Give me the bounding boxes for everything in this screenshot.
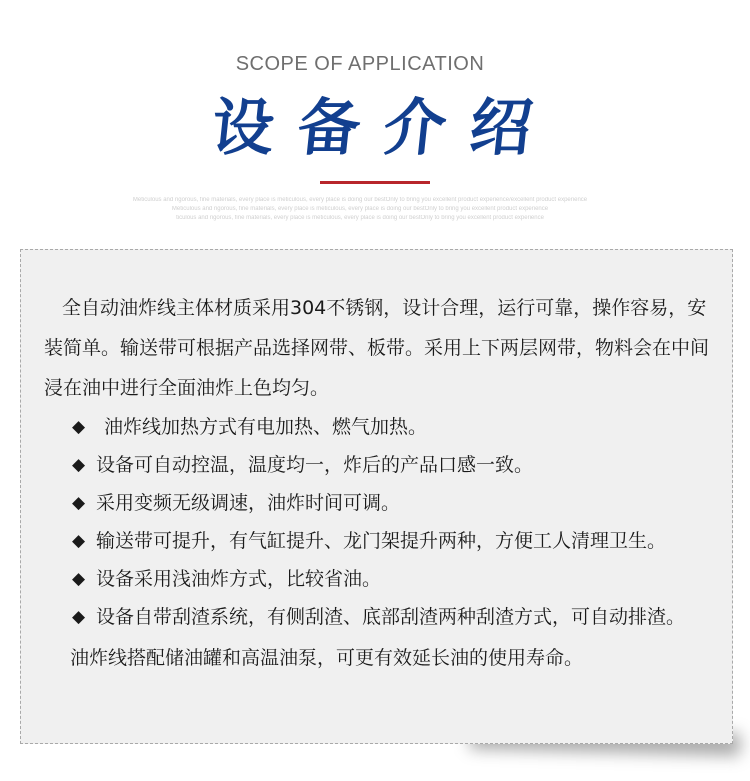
diamond-bullet-icon: ◆ [72, 531, 86, 551]
list-item-text: 设备自带刮渣系统，有侧刮渣、底部刮渣两种刮渣方式，可自动排渣。 [96, 606, 686, 628]
diamond-bullet-icon: ◆ [72, 417, 86, 437]
list-item [44, 446, 734, 484]
title-char: 备 [294, 91, 364, 164]
section-title [208, 92, 536, 164]
diamond-bullet-icon: ◆ [72, 455, 86, 475]
list-item [44, 484, 734, 522]
list-item-text: 设备采用浅油炸方式，比较省油。 [96, 568, 382, 590]
closing-paragraph: 油炸线搭配储油罐和高温油泵，可更有效延长油的使用寿命。 [70, 647, 584, 669]
tagline-line: Meticulous and rigorous, fine materials, every place is meticulous, every place is doing our bestOnly to bring you excellent product experience/excellent product experience [132, 197, 588, 203]
tagline-line: ticulous and rigorous, fine materials, every place is meticulous, every place is doing our bestOnly to bring you excellent product experience [176, 215, 544, 221]
title-char: 介 [380, 91, 450, 164]
section-subtitle: SCOPE OF APPLICATION [235, 53, 485, 75]
list-item-text: 设备可自动控温，温度均一，炸后的产品口感一致。 [96, 454, 534, 476]
diamond-bullet-icon: ◆ [72, 607, 86, 627]
diamond-bullet-icon: ◆ [72, 493, 86, 513]
list-item-text: 输送带可提升，有气缸提升、龙门架提升两种，方便工人清理卫生。 [96, 530, 667, 552]
list-item [44, 408, 734, 446]
title-underline [320, 181, 430, 184]
list-item [44, 522, 734, 560]
title-char: 设 [208, 91, 278, 164]
tagline-line: Meticulous and rigorous, fine materials, every place is meticulous, every place is doing our bestOnly to bring you excellent product experience [171, 206, 549, 212]
content-body [44, 288, 734, 678]
list-item [44, 560, 734, 598]
feature-list [44, 408, 734, 636]
diamond-bullet-icon: ◆ [72, 569, 86, 589]
list-item [44, 598, 734, 636]
title-char: 绍 [466, 91, 536, 164]
list-item-text: 油炸线加热方式有电加热、燃气加热。 [104, 416, 428, 438]
intro-paragraph: 全自动油炸线主体材质采用304不锈钢，设计合理，运行可靠，操作容易，安装简单。输送带可根据产品选择网带、板带。采用上下两层网带，物料会在中间浸在油中进行全面油炸上色均匀。 [44, 297, 710, 399]
list-item-text: 采用变频无级调速，油炸时间可调。 [96, 492, 401, 514]
